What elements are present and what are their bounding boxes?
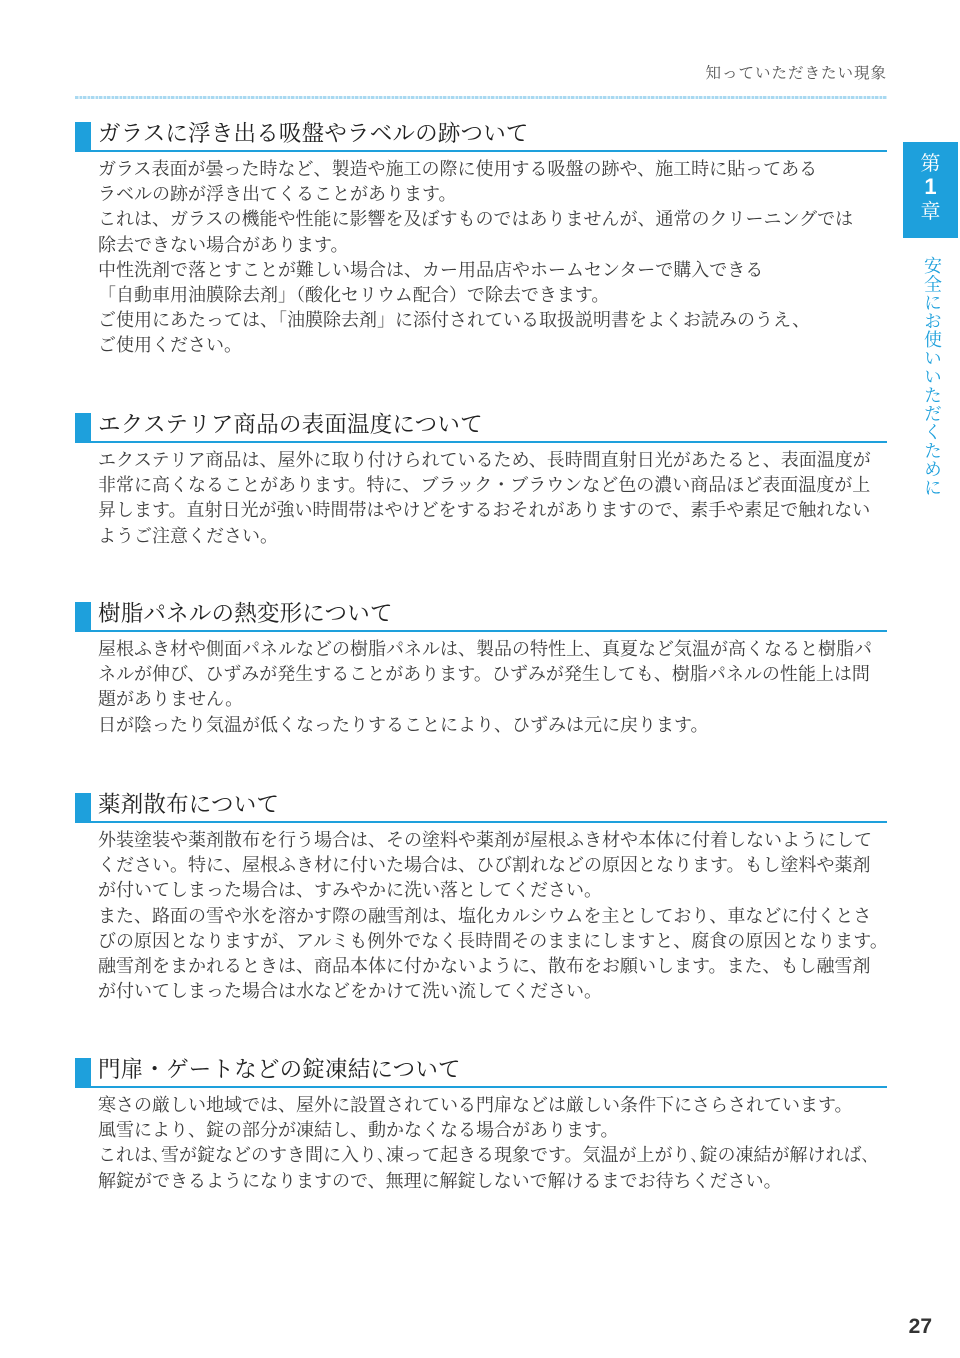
running-title: 知っていただきたい現象 (705, 64, 887, 82)
body-line: ご使用にあたっては、「油膜除去剤」に添付されている取扱説明書をよくお読みのうえ、 (98, 310, 811, 332)
body-line: が付いてしまった場合は、すみやかに洗い落としてください。 (98, 880, 602, 902)
body-line: 融雪剤をまかれるときは、商品本体に付かないように、散布をお願いします。また、もし融雪剤 (98, 955, 871, 977)
heading-marker (75, 122, 91, 150)
body-line: ご使用ください。 (98, 335, 242, 357)
section-body (75, 157, 887, 359)
section-body (75, 448, 887, 549)
body-line: 屋根ふき材や側面パネルなどの樹脂パネルは、製品の特性上、真夏など気温が高くなると樹脂パ (98, 639, 872, 660)
section-heading (75, 1057, 887, 1088)
body-line: ください。特に、屋根ふき材に付いた場合は、ひび割れなどの原因となります。もし塗料や薬剤 (98, 855, 871, 877)
section-title: 門扉・ゲートなどの錠凍結について (98, 1057, 461, 1083)
chapter-title: 安全にお使いいただくために (921, 256, 942, 497)
chapter-number: 1 (924, 174, 937, 199)
chapter-tab (903, 142, 958, 238)
section-title: エクステリア商品の表面温度について (98, 412, 483, 438)
body-line: これは､雪が錠などのすき間に入り､凍って起きる現象です。気温が上がり､錠の凍結が解ければ､ (98, 1145, 871, 1167)
section-title: ガラスに浮き出る吸盤やラベルの跡ついて (98, 121, 529, 147)
body-line: 解錠ができるようになりますので、無理に解錠しないで解けるまでお待ちください。 (98, 1170, 782, 1192)
body-line: ネルが伸び、ひずみが発生することがあります。ひずみが発生しても、樹脂パネルの性能上は問 (98, 664, 870, 686)
body-line: 非常に高くなることがあります。特に、ブラック・ブラウンなど色の濃い商品ほど表面温度が上 (98, 475, 871, 497)
section-heading (75, 792, 887, 823)
header-rule (75, 96, 887, 99)
body-line: 寒さの厳しい地域では、屋外に設置されている門扉などは厳しい条件下にさらされています。 (98, 1095, 853, 1116)
heading-marker (75, 1058, 91, 1086)
section-title: 薬剤散布について (98, 792, 280, 818)
heading-marker (75, 793, 91, 821)
body-line: びの原因となりますが、アルミも例外でなく長時間そのままにしますと、腐食の原因となります。 (98, 930, 888, 952)
chapter-suffix: 章 (920, 199, 941, 223)
section-heading (75, 412, 887, 443)
body-line: が付いてしまった場合は水などをかけて洗い流してください。 (98, 981, 602, 1003)
section-heading (75, 121, 887, 152)
section-glass-marks (75, 121, 887, 359)
section-body (75, 1093, 887, 1194)
heading-marker (75, 413, 91, 441)
body-line: エクステリア商品は、屋外に取り付けられているため、長時間直射日光があたると、表面温度が (98, 450, 871, 471)
section-heading (75, 601, 887, 632)
body-line: ようご注意ください。 (98, 525, 278, 547)
body-line: また、路面の雪や氷を溶かす際の融雪剤は、塩化カルシウムを主としており、車などに付くとさ (98, 905, 872, 927)
section-title: 樹脂パネルの熱変形について (98, 601, 393, 627)
section-surface-temperature (75, 412, 887, 549)
body-line: 「自動車用油膜除去剤」（酸化セリウム配合）で除去できます。 (98, 284, 610, 306)
section-body (75, 637, 887, 738)
body-line: 題がありません。 (98, 689, 244, 711)
heading-marker (75, 602, 91, 630)
body-line: 日が陰ったり気温が低くなったりすることにより、ひずみは元に戻ります。 (98, 714, 709, 736)
page-number: 27 (908, 1315, 932, 1338)
body-line: ラベルの跡が浮き出てくることがあります。 (98, 184, 457, 206)
body-line: ガラス表面が曇った時など、製造や施工の際に使用する吸盤の跡や、施工時に貼ってある (98, 159, 818, 180)
section-resin-panel-deformation (75, 601, 887, 738)
chapter-prefix: 第 (920, 151, 941, 175)
section-body (75, 828, 887, 1004)
body-line: 昇します。直射日光が強い時間帯はやけどをするおそれがありますので、素手や素足で触れない (98, 500, 871, 522)
body-line: 中性洗剤で落とすことが難しい場合は、カー用品店やホームセンターで購入できる (98, 259, 764, 281)
body-line: これは、ガラスの機能や性能に影響を及ぼすものではありませんが、通常のクリーニングでは (98, 209, 854, 231)
body-line: 風雪により、錠の部分が凍結し、動かなくなる場合があります。 (98, 1120, 619, 1142)
section-lock-freezing (75, 1057, 887, 1194)
body-line: 除去できない場合があります。 (98, 234, 349, 256)
section-chemical-spraying (75, 792, 887, 1004)
body-line: 外装塗装や薬剤散布を行う場合は、その塗料や薬剤が屋根ふき材や本体に付着しないようにして (98, 830, 872, 851)
